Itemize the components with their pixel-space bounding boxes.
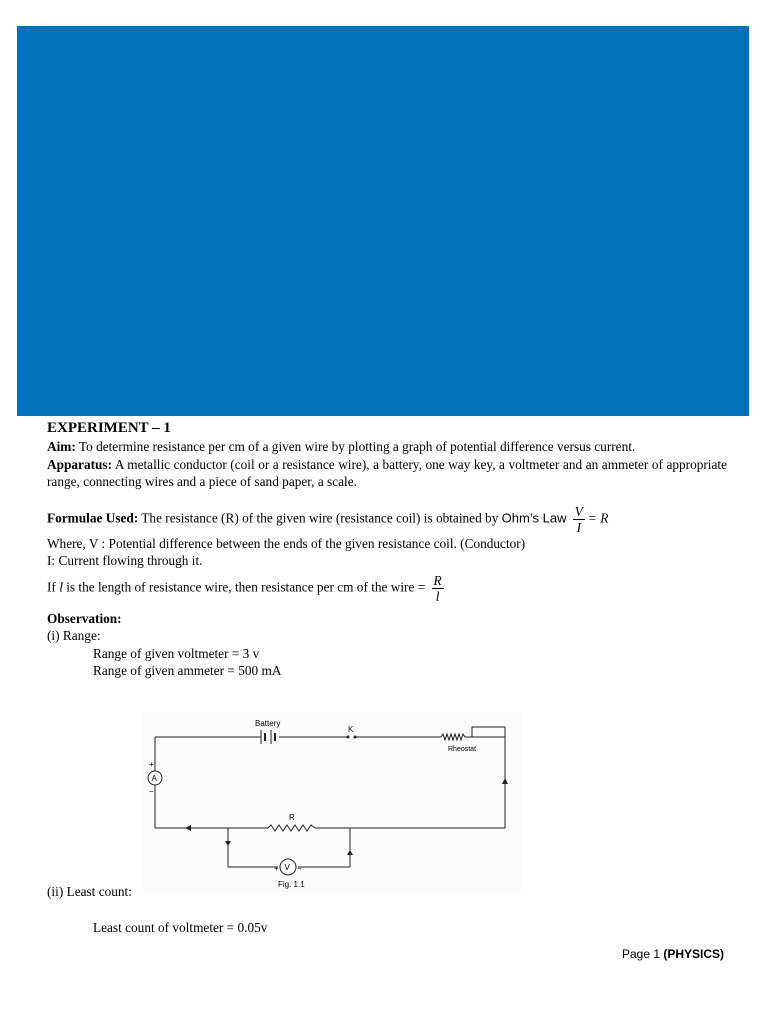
header-banner bbox=[17, 26, 749, 416]
ammeter-range: Range of given ammeter = 500 mA bbox=[93, 663, 282, 678]
document-body bbox=[47, 418, 727, 680]
ohms-law-text: Ohm’s Law bbox=[501, 510, 567, 526]
voltmeter-range: Range of given voltmeter = 3 v bbox=[93, 645, 260, 661]
range-heading: (i) Range: bbox=[47, 628, 101, 643]
voltmeter-label: V bbox=[284, 863, 290, 872]
fraction-numerator: V bbox=[574, 503, 583, 519]
per-cm-numerator: R bbox=[433, 572, 442, 588]
observation-heading: Observation: bbox=[47, 610, 122, 626]
per-cm-paragraph bbox=[47, 573, 727, 604]
voltmeter-plus: + bbox=[274, 864, 279, 873]
ammeter-label: A bbox=[151, 774, 157, 783]
aim-paragraph bbox=[47, 438, 727, 456]
page-number: Page 1 bbox=[622, 947, 664, 961]
key-contact-right bbox=[354, 736, 357, 739]
aim-label: Aim: bbox=[47, 439, 76, 454]
ohms-law-fraction bbox=[573, 504, 585, 535]
per-cm-fraction bbox=[432, 573, 444, 604]
formula-text: The resistance (R) of the given wire (resistance coil) is obtained by bbox=[138, 510, 502, 526]
where-i-line: I: Current flowing through it. bbox=[47, 553, 203, 568]
battery-label: Battery bbox=[255, 719, 281, 728]
circuit-diagram bbox=[143, 712, 521, 892]
where-v-line: Where, V : Potential difference between the ends of the given resistance coil. (Conductor) bbox=[47, 535, 526, 551]
ammeter-minus: − bbox=[149, 787, 154, 796]
diagram-background bbox=[143, 712, 521, 892]
length-symbol: l bbox=[59, 579, 63, 595]
rheostat-label: Rheostat bbox=[448, 746, 477, 753]
experiment-title: EXPERIMENT – 1 bbox=[47, 420, 171, 436]
aim-text: To determine resistance per cm of a given wire by plotting a graph of potential difference versus current. bbox=[75, 439, 636, 454]
ammeter-plus: + bbox=[149, 760, 154, 769]
formula-rhs: = R bbox=[587, 510, 609, 526]
fraction-denominator: I bbox=[576, 519, 582, 535]
apparatus-paragraph bbox=[47, 456, 727, 491]
subject-label: (PHYSICS) bbox=[663, 947, 725, 961]
apparatus-text: A metallic conductor (coil or a resistance wire), a battery, one way key, a voltmeter and an ammeter of appropriate range, connecting wires and a piece of sand paper, a scale. bbox=[47, 456, 727, 489]
per-cm-denominator: l bbox=[435, 588, 440, 604]
page-footer bbox=[622, 947, 724, 961]
formula-paragraph bbox=[47, 504, 727, 535]
voltmeter-minus: − bbox=[297, 864, 302, 873]
per-cm-text: is the length of resistance wire, then resistance per cm of the wire = bbox=[62, 579, 429, 595]
per-cm-prefix: If bbox=[47, 579, 60, 595]
formula-label: Formulae Used: bbox=[47, 510, 139, 526]
least-count-heading: (ii) Least count: bbox=[47, 884, 132, 899]
figure-caption: Fig. 1.1 bbox=[278, 880, 305, 889]
least-count-voltmeter: Least count of voltmeter = 0.05v bbox=[93, 920, 268, 935]
key-label: K bbox=[348, 725, 354, 734]
key-contact-left bbox=[347, 736, 350, 739]
resistor-label: R bbox=[289, 813, 295, 822]
apparatus-label: Apparatus: bbox=[47, 456, 113, 472]
